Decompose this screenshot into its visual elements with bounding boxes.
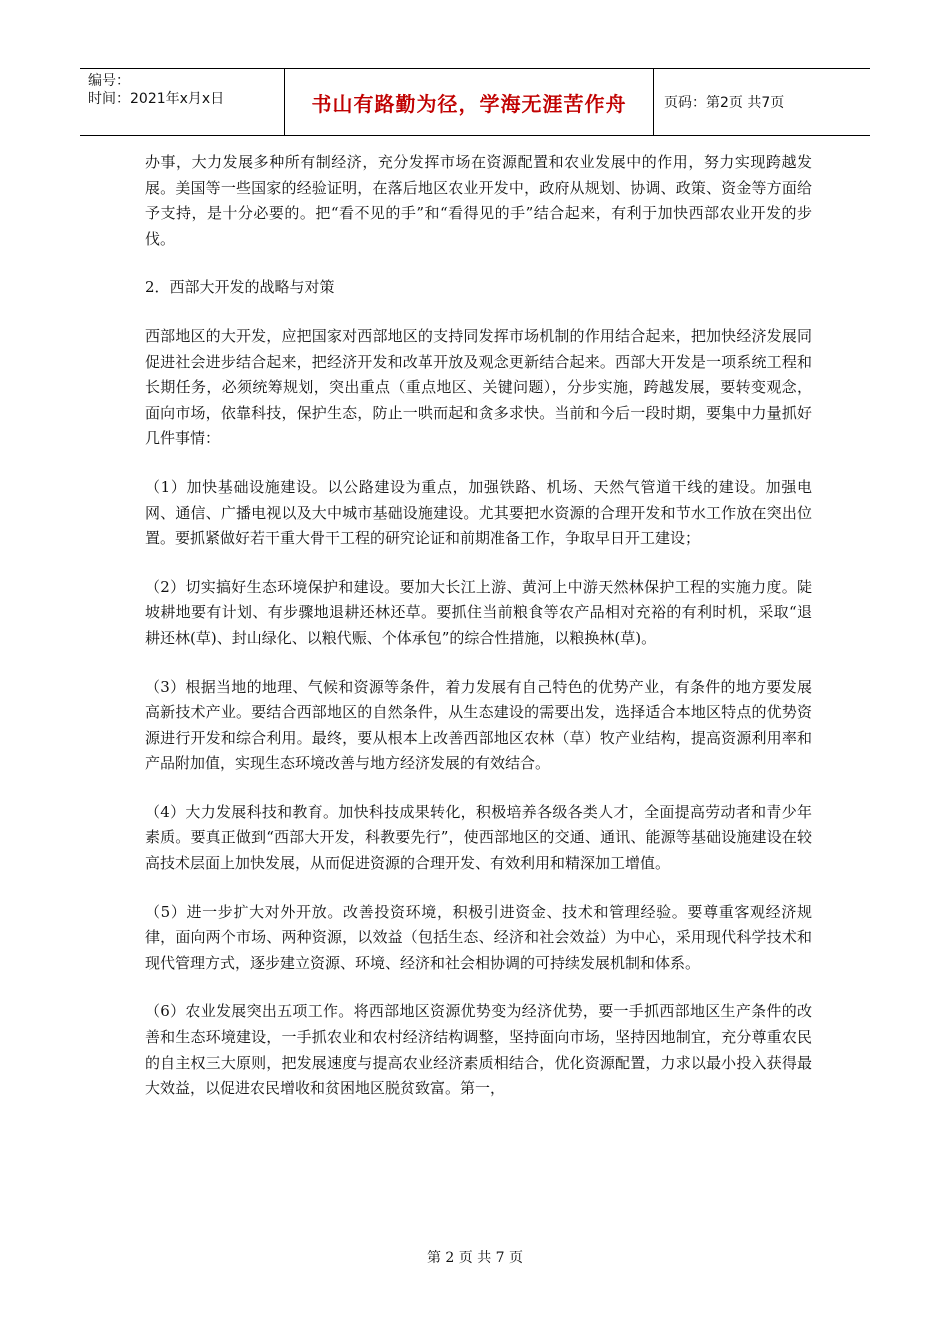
document-number-label: 编号： [88,73,130,89]
document-body [145,150,812,1125]
header-motto: 书山有路勤为径，学海无涯苦作舟 [284,69,654,135]
page-header [80,68,870,136]
paragraph: （4）大力发展科技和教育。加快科技成果转化，积极培养各级各类人才，全面提高劳动者和青少年素质。要真正做到“西部大开发，科教要先行”，使西部地区的交通、通讯、能源等基础设施建设在较高技术层面上加快发展，从而促进资源的合理开发、有效利用和精深加工增值。 [145,802,812,873]
paragraph: 西部地区的大开发，应把国家对西部地区的支持同发挥市场机制的作用结合起来，把加快经济发展同促进社会进步结合起来，把经济开发和改革开放及观念更新结合起来。西部大开发是一项系统工程和长期任务，必须统筹规划，突出重点（重点地区、关键问题），分步实施，跨越发展，要转变观念，面向市场，依靠科技，保护生态，防止一哄而起和贪多求快。当前和今后一段时期，要集中力量抓好几件事情： [145,326,812,448]
paragraph: （3）根据当地的地理、气候和资源等条件，着力发展有自己特色的优势产业，有条件的地方要发展高新技术产业。要结合西部地区的自然条件，从生态建设的需要出发，选择适合本地区特点的优势资源进行开发和综合利用。最终，要从根本上改善西部地区农林（草）牧产业结构，提高资源利用率和产品附加值，实现生态环境改善与地方经济发展的有效结合。 [145,677,812,773]
paragraph: （2）切实搞好生态环境保护和建设。要加大长江上游、黄河上中游天然林保护工程的实施力度。陡坡耕地要有计划、有步骤地退耕还林还草。要抓住当前粮食等农产品相对充裕的有利时机，采取“退耕还林(草)、封山绿化、以粮代赈、个体承包”的综合性措施，以粮换林(草)。 [145,577,812,647]
paragraph: （6）农业发展突出五项工作。将西部地区资源优势变为经济优势，要一手抓西部地区生产条件的改善和生态环境建设，一手抓农业和农村经济结构调整，坚持面向市场，坚持因地制宜，充分尊重农民的自主权三大原则，把发展速度与提高农业经济素质相结合，优化资源配置，力求以最小投入获得最大效益，以促进农民增收和贫困地区脱贫致富。第一， [145,1002,812,1098]
section-heading: 2．西部大开发的战略与对策 [145,278,335,297]
document-time-label: 时间：2021年x月x日 [88,91,225,107]
header-meta [80,69,284,135]
paragraph: （5）进一步扩大对外开放。改善投资环境，积极引进资金、技术和管理经验。要尊重客观经济规律，面向两个市场、两种资源，以效益（包括生态、经济和社会效益）为中心，采用现代科学技术和现代管理方式，逐步建立资源、环境、经济和社会相协调的可持续发展机制和体系。 [145,902,812,972]
header-page-label: 页码：第2页 共7页 [664,95,785,111]
page-footer: 第 2 页 共 7 页 [426,1250,524,1266]
paragraph: （1）加快基础设施建设。以公路建设为重点，加强铁路、机场、天然气管道干线的建设。加强电网、通信、广播电视以及大中城市基础设施建设。尤其要把水资源的合理开发和节水工作放在突出位置。要抓紧做好若干重大骨干工程的研究论证和前期准备工作，争取早日开工建设； [145,477,812,548]
paragraph: 办事，大力发展多种所有制经济，充分发挥市场在资源配置和农业发展中的作用，努力实现跨越发展。美国等一些国家的经验证明，在落后地区农业开发中，政府从规划、协调、政策、资金等方面给予支持，是十分必要的。把“看不见的手”和“看得见的手”结合起来，有利于加快西部农业开发的步伐。 [145,153,812,248]
